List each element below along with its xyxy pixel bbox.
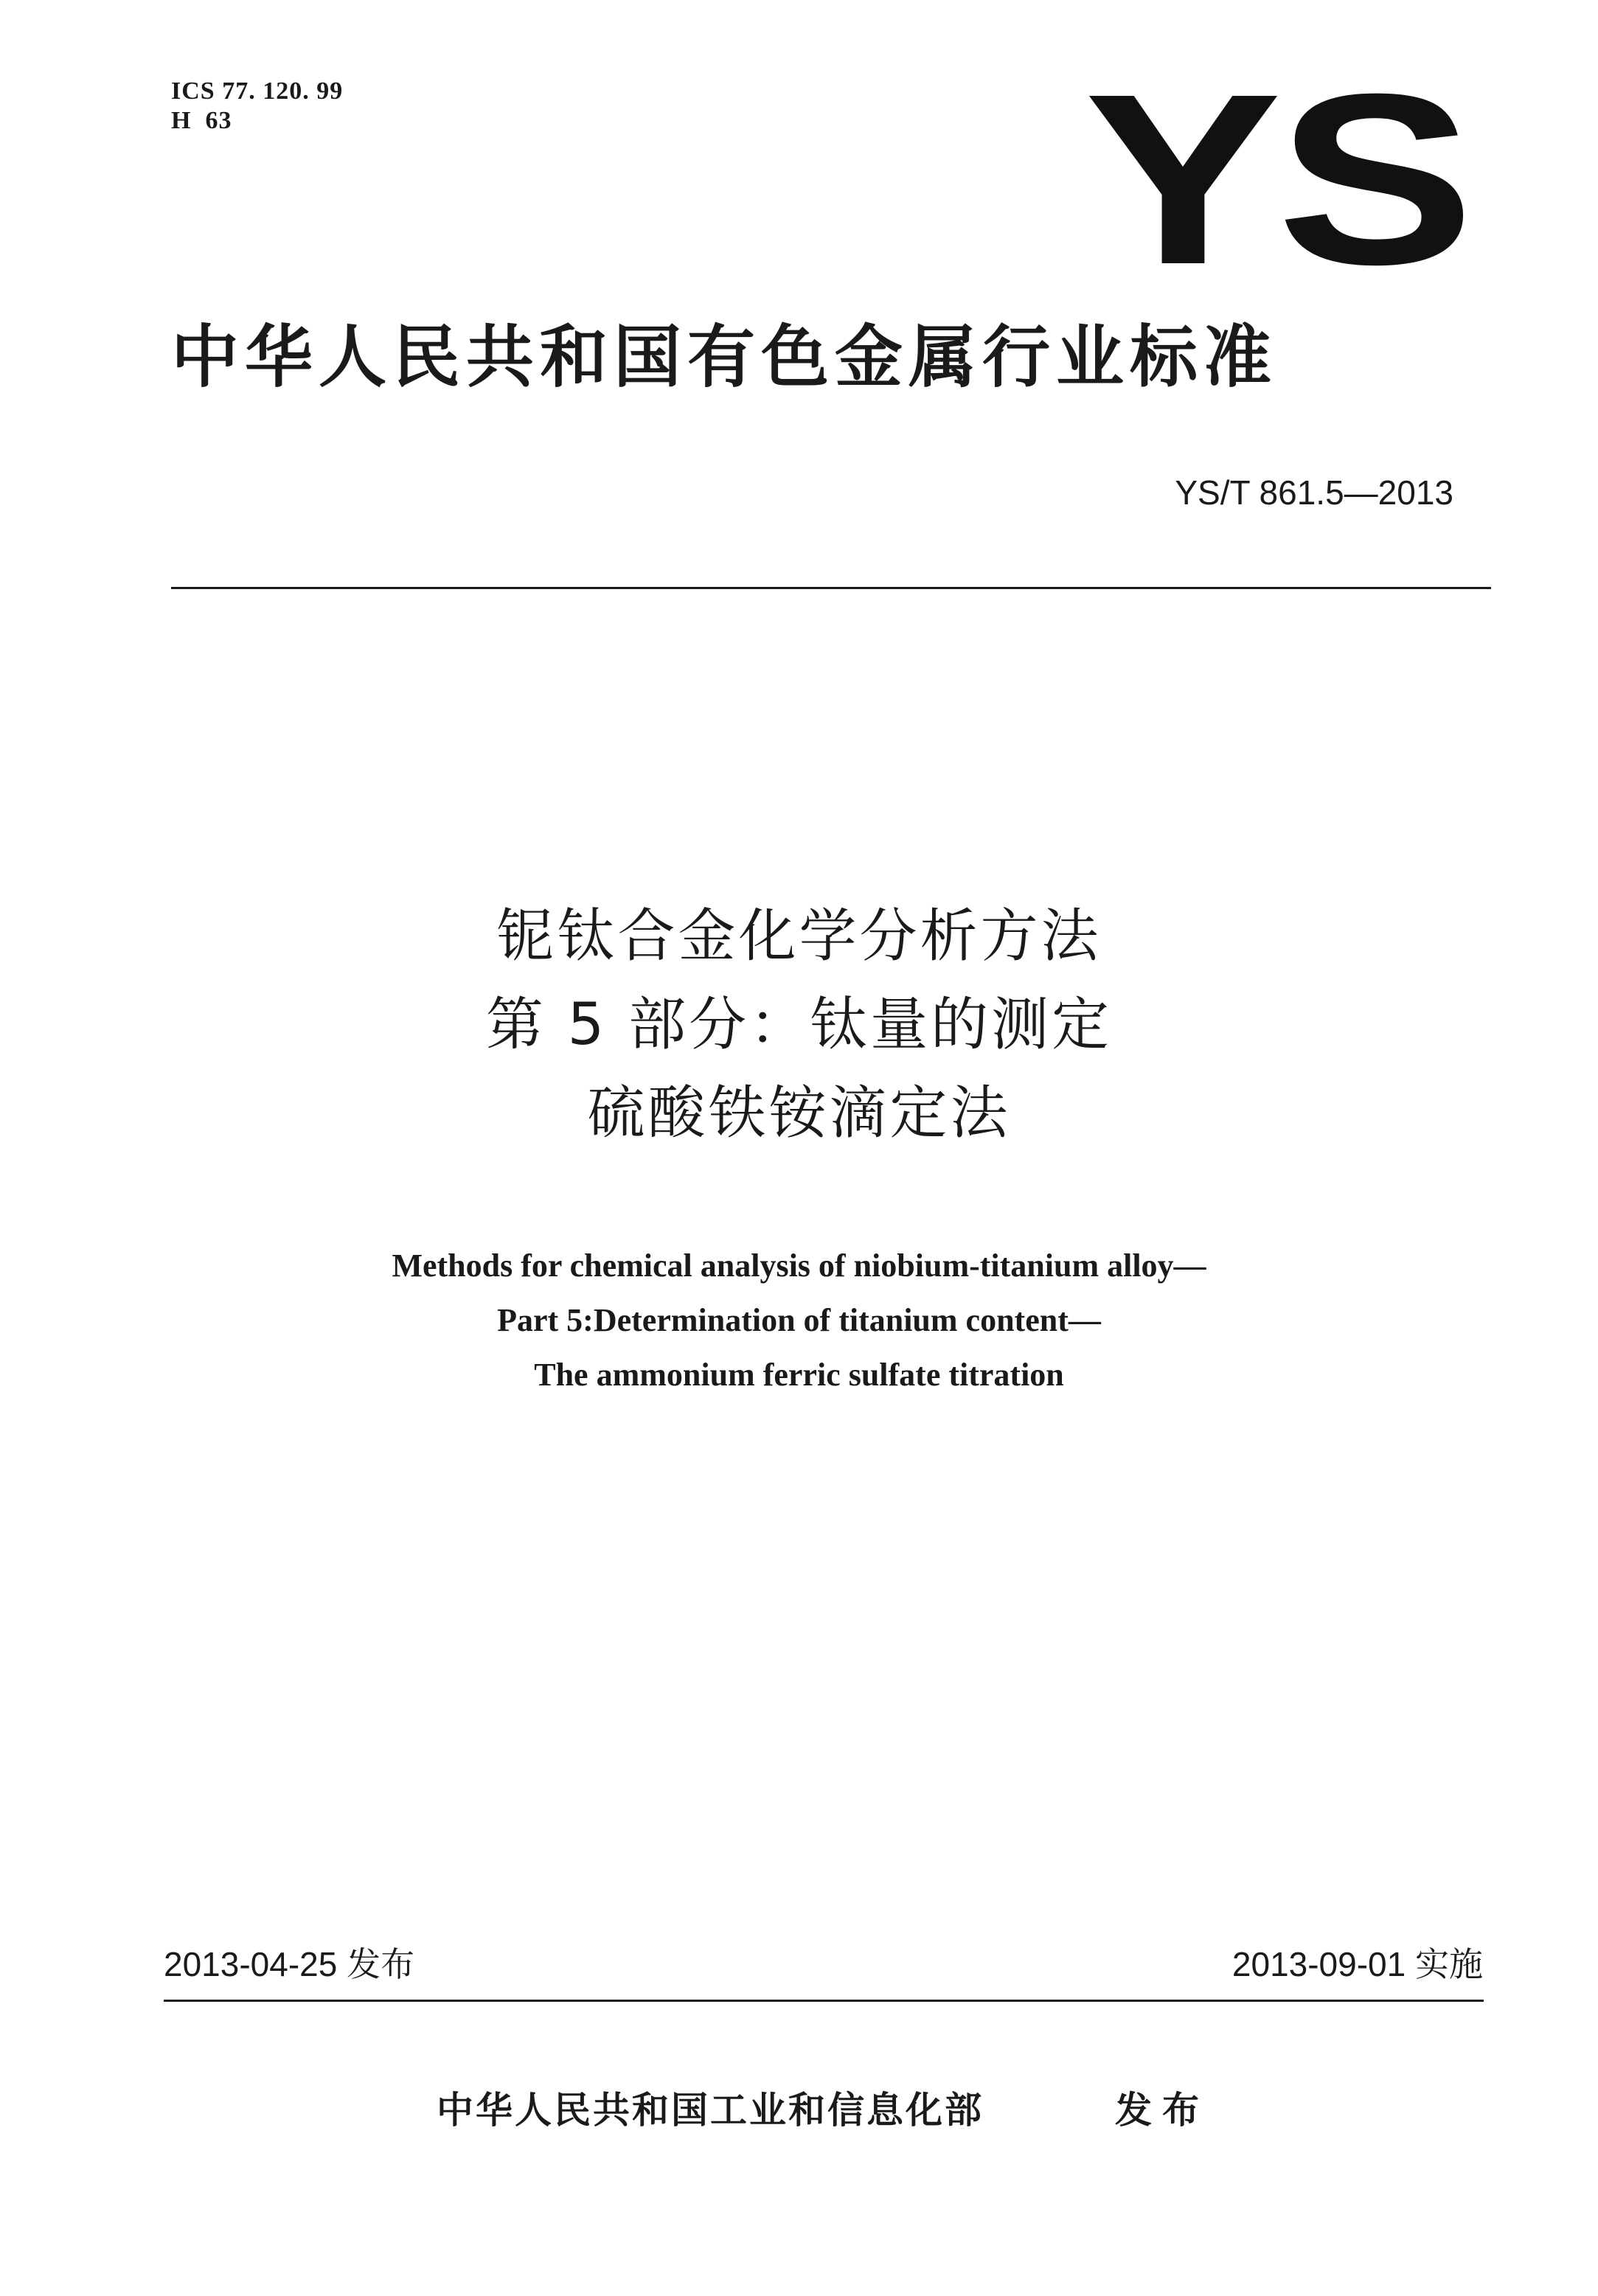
english-title-line: Part 5:Determination of titanium content— [497, 1302, 1101, 1338]
chinese-title-line: 铌钛合金化学分析方法 [496, 903, 1102, 970]
chinese-title-line: 硫酸铁铵滴定法 [587, 1080, 1011, 1147]
standard-title: 中华人民共和国有色金属行业标准 [171, 318, 1278, 397]
bottom-divider [164, 2000, 1484, 2002]
classification-code: H 63 [171, 107, 232, 134]
english-title-line: The ammonium ferric sulfate titration [534, 1357, 1064, 1393]
ics-code: ICS 77. 120. 99 [171, 77, 344, 105]
issue-date: 2013-04-25 发布 [164, 1945, 415, 1983]
implementation-date: 2013-09-01 实施 [1231, 1945, 1483, 1983]
publish-label: 发布 [1115, 2089, 1209, 2132]
standard-number: YS/T 861.5—2013 [1175, 473, 1453, 512]
top-divider [171, 587, 1491, 589]
publisher-name: 中华人民共和国工业和信息化部 [437, 2089, 984, 2132]
english-title-line: Methods for chemical analysis of niobium-titanium alloy— [392, 1248, 1206, 1284]
ics-block [171, 77, 343, 136]
chinese-title [0, 892, 1598, 1158]
english-title [0, 1239, 1598, 1402]
chinese-title-line: 第 5 部分：钛量的测定 [485, 992, 1113, 1058]
ys-logo: YS [1084, 43, 1470, 315]
